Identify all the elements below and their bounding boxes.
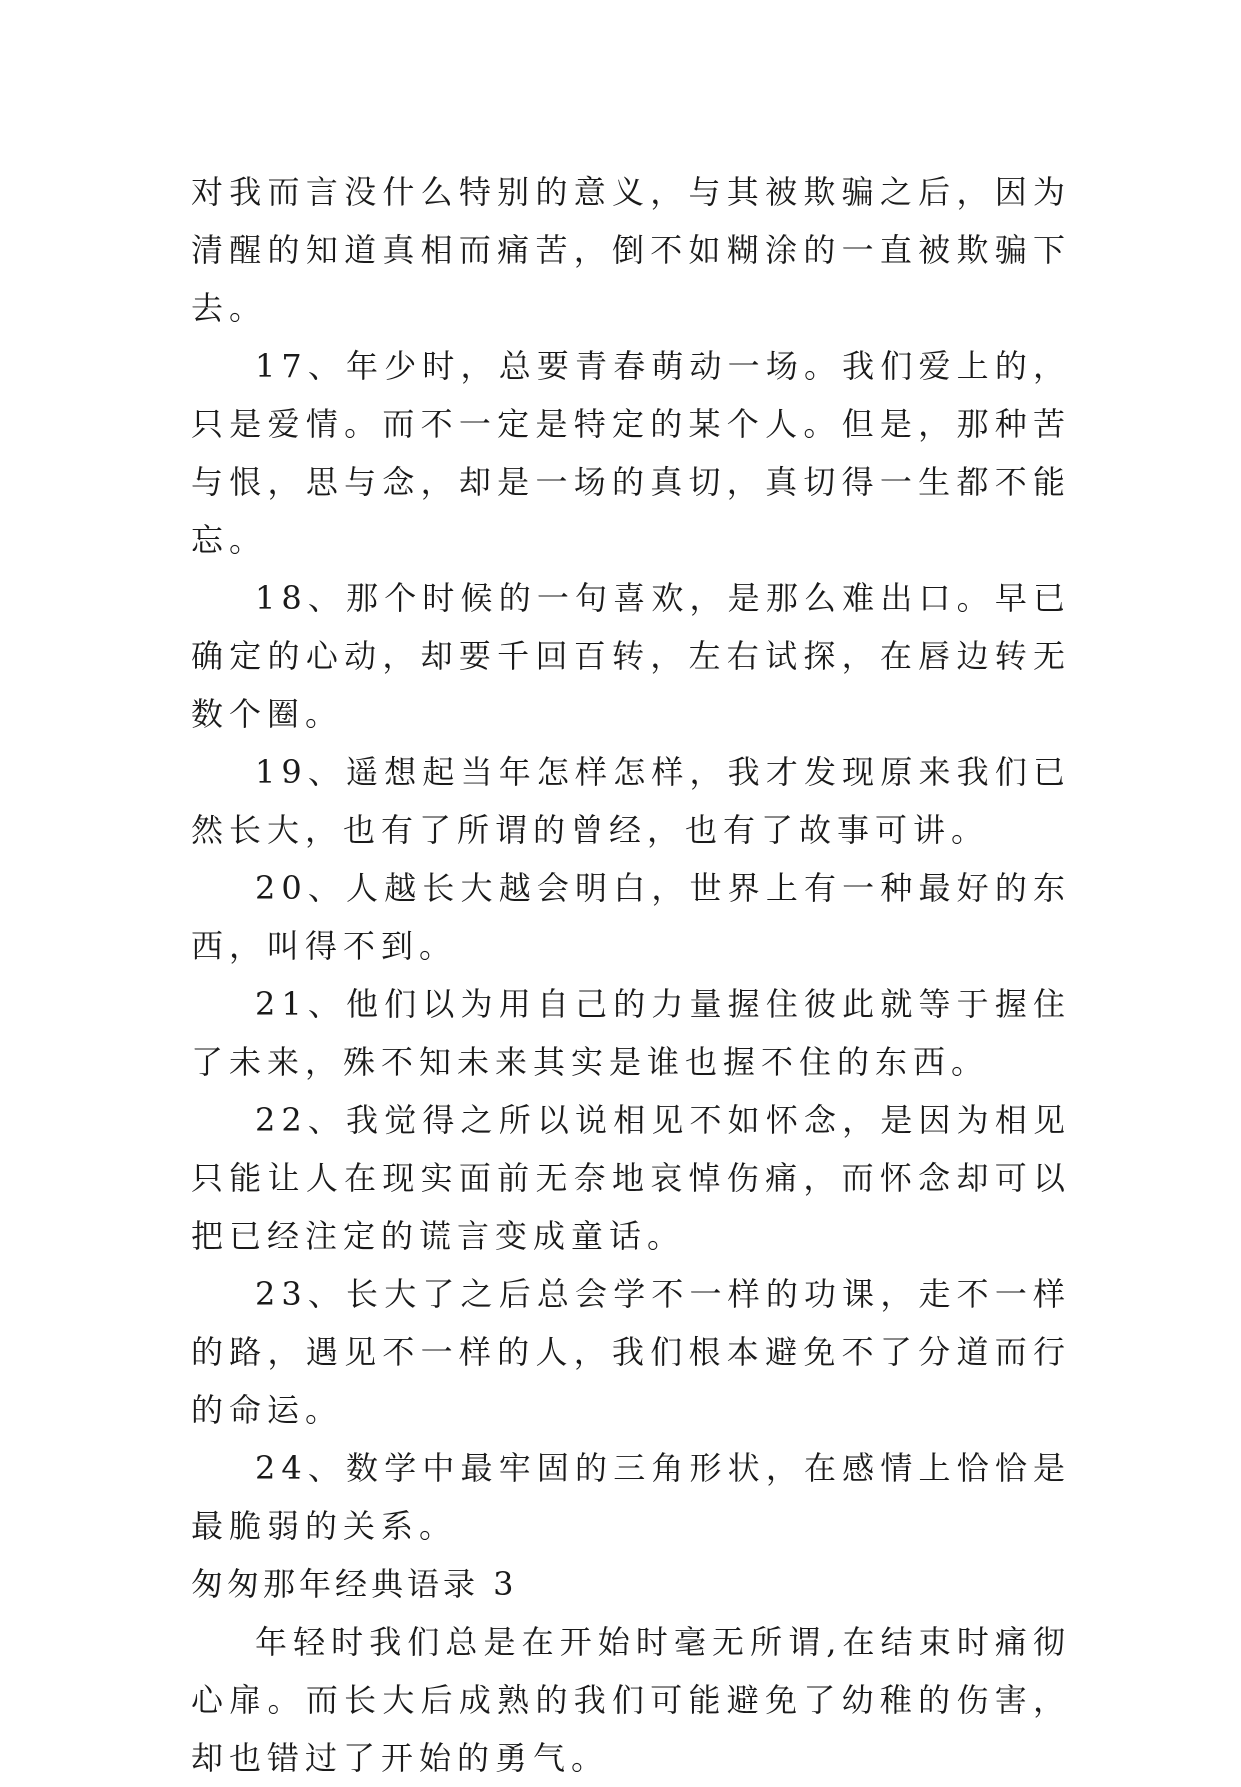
paragraph-23: 23、长大了之后总会学不一样的功课，走不一样的路，遇见不一样的人，我们根本避免不了分道而行的命运。 <box>191 1275 1071 1429</box>
paragraph-17: 17、年少时，总要青春萌动一场。我们爱上的，只是爱情。而不一定是特定的某个人。但是，那种苦与恨，思与念，却是一场的真切，真切得一生都不能忘。 <box>191 347 1071 559</box>
section-heading: 匆匆那年经典语录 3 <box>191 1565 518 1603</box>
paragraph-24: 24、数学中最牢固的三角形状，在感情上恰恰是最脆弱的关系。 <box>191 1449 1071 1545</box>
paragraph-section-3: 年轻时我们总是在开始时毫无所谓,在结束时痛彻心扉。而长大后成熟的我们可能避免了幼稚的伤害，却也错过了开始的勇气。 <box>191 1623 1071 1777</box>
paragraph-16-continuation: 对我而言没什么特别的意义，与其被欺骗之后，因为清醒的知道真相而痛苦，倒不如糊涂的一直被欺骗下去。 <box>191 173 1071 327</box>
paragraph-22: 22、我觉得之所以说相见不如怀念，是因为相见只能让人在现实面前无奈地哀悼伤痛，而怀念却可以把已经注定的谎言变成童话。 <box>191 1101 1071 1255</box>
paragraph-21: 21、他们以为用自己的力量握住彼此就等于握住了未来，殊不知未来其实是谁也握不住的东西。 <box>191 985 1071 1081</box>
paragraph-19: 19、遥想起当年怎样怎样，我才发现原来我们已然长大，也有了所谓的曾经，也有了故事可讲。 <box>191 753 1071 849</box>
document-body <box>191 163 1071 1787</box>
paragraph-20: 20、人越长大越会明白，世界上有一种最好的东西，叫得不到。 <box>191 869 1071 965</box>
paragraph-18: 18、那个时候的一句喜欢，是那么难出口。早已确定的心动，却要千回百转，左右试探，在唇边转无数个圈。 <box>191 579 1071 733</box>
